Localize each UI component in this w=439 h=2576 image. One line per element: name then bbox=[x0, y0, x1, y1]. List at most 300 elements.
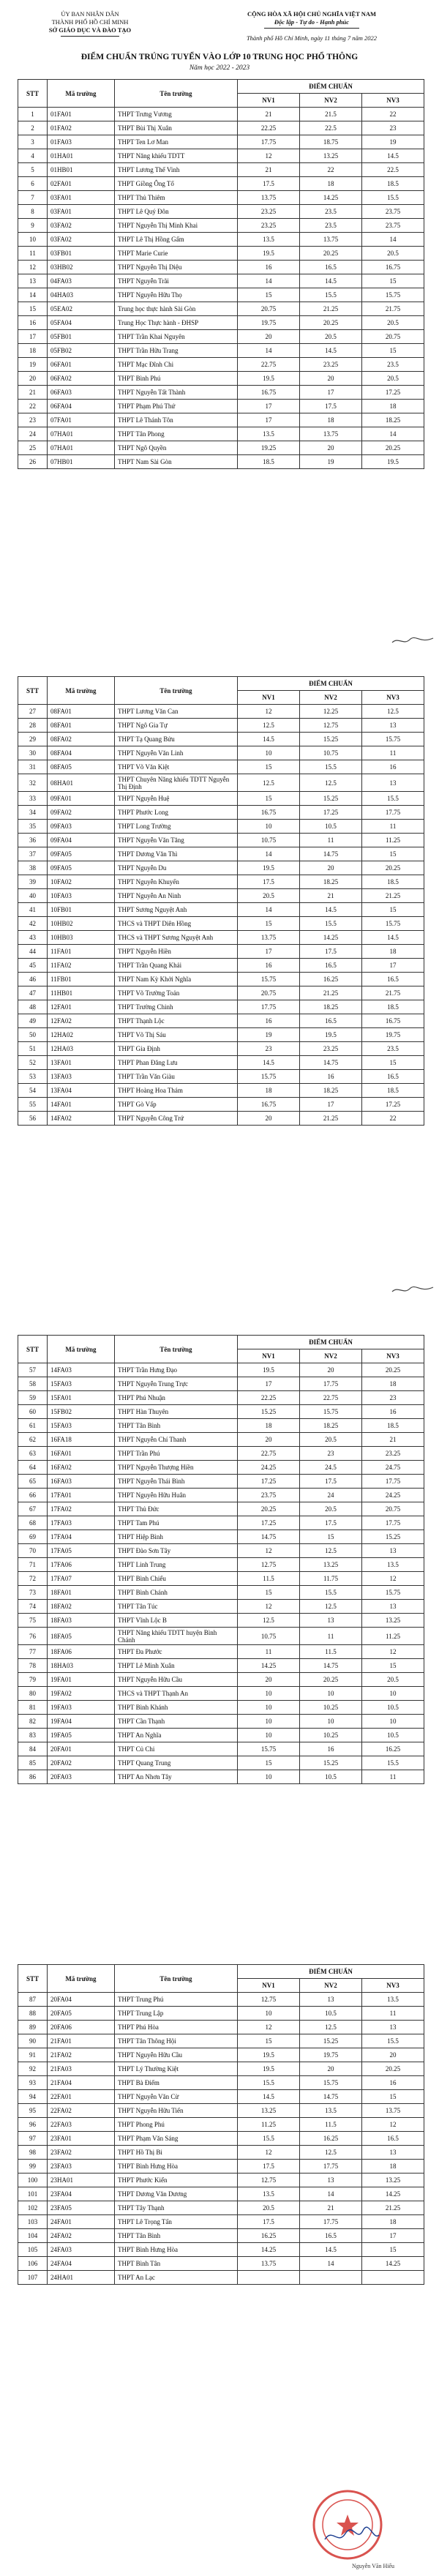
motto-line-1: CỘNG HÒA XÃ HỘI CHỦ NGHĨA VIỆT NAM bbox=[247, 10, 377, 18]
school-code-cell: 06FA02 bbox=[48, 372, 115, 386]
nv1-score-cell: 13.75 bbox=[238, 931, 300, 945]
stt-cell: 79 bbox=[18, 1673, 48, 1687]
school-code-cell: 17FA05 bbox=[48, 1544, 115, 1558]
nv3-score-cell: 20.75 bbox=[362, 1502, 424, 1516]
school-code-cell: 08FA01 bbox=[48, 719, 115, 733]
nv3-score-cell: 18 bbox=[362, 400, 424, 413]
nv2-score-cell: 20 bbox=[300, 861, 362, 875]
table-row bbox=[18, 719, 424, 733]
nv2-score-cell: 13.5 bbox=[300, 2104, 362, 2118]
school-code-cell: 05FB01 bbox=[48, 330, 115, 344]
nv2-score-cell: 20 bbox=[300, 1363, 362, 1377]
stt-cell: 21 bbox=[18, 386, 48, 400]
handwritten-mark bbox=[391, 635, 435, 647]
school-name-cell: THPT Nam Kỳ Khởi Nghĩa bbox=[115, 973, 238, 986]
school-code-cell: 15FB02 bbox=[48, 1405, 115, 1419]
nv1-score-cell: 15.5 bbox=[238, 2132, 300, 2146]
school-name-cell: THPT Giồng Ông Tố bbox=[115, 177, 238, 191]
school-name-cell: THPT Hàn Thuyên bbox=[115, 1405, 238, 1419]
table-row bbox=[18, 1433, 424, 1447]
school-name-cell: THPT Bùi Thị Xuân bbox=[115, 121, 238, 135]
stt-cell: 6 bbox=[18, 177, 48, 191]
nv1-score-cell: 18.5 bbox=[238, 455, 300, 469]
table-row bbox=[18, 986, 424, 1000]
stt-cell: 35 bbox=[18, 820, 48, 834]
nv1-score-cell: 22.75 bbox=[238, 358, 300, 372]
nv3-score-cell: 16.75 bbox=[362, 261, 424, 274]
nv2-score-cell: 19.5 bbox=[300, 1028, 362, 1042]
nv1-score-cell: 23.25 bbox=[238, 205, 300, 219]
nv1-score-cell: 11.5 bbox=[238, 1572, 300, 1586]
stt-cell: 90 bbox=[18, 2034, 48, 2048]
school-code-cell: 22FA01 bbox=[48, 2090, 115, 2104]
nv3-score-cell: 22 bbox=[362, 108, 424, 121]
nv1-score-cell: 10 bbox=[238, 1687, 300, 1701]
nv3-score-cell: 22.5 bbox=[362, 163, 424, 177]
nv1-score-cell: 14.25 bbox=[238, 1659, 300, 1673]
nv1-score-cell: 16 bbox=[238, 261, 300, 274]
table-row bbox=[18, 2048, 424, 2062]
nv3-score-cell: 20.25 bbox=[362, 1363, 424, 1377]
table-row bbox=[18, 2201, 424, 2215]
table-row bbox=[18, 1715, 424, 1729]
school-name-cell: THPT Đào Sơn Tây bbox=[115, 1544, 238, 1558]
table-row bbox=[18, 316, 424, 330]
school-code-cell: 14FA03 bbox=[48, 1363, 115, 1377]
stt-cell: 24 bbox=[18, 427, 48, 441]
stt-cell: 98 bbox=[18, 2146, 48, 2160]
nv2-score-cell: 20.5 bbox=[300, 1433, 362, 1447]
school-code-cell: 11FA02 bbox=[48, 959, 115, 973]
stt-cell: 29 bbox=[18, 733, 48, 746]
nv2-score-cell: 17.5 bbox=[300, 1475, 362, 1489]
school-name-cell: THPT Nam Sài Gòn bbox=[115, 455, 238, 469]
nv2-score-cell: 13.75 bbox=[300, 427, 362, 441]
nv3-score-cell: 12 bbox=[362, 1572, 424, 1586]
issue-date: Thành phố Hồ Chí Minh, ngày 11 tháng 7 năm 2022 bbox=[246, 34, 378, 42]
school-code-cell: 18FA06 bbox=[48, 1645, 115, 1659]
page-1 bbox=[0, 0, 439, 659]
school-code-cell: 24FA04 bbox=[48, 2257, 115, 2271]
table-row bbox=[18, 774, 424, 792]
nv1-score-cell: 22.25 bbox=[238, 1391, 300, 1405]
nv2-score-cell: 19 bbox=[300, 455, 362, 469]
school-name-cell: THPT Dương Văn Thì bbox=[115, 847, 238, 861]
school-code-cell: 09FA04 bbox=[48, 834, 115, 847]
school-name-cell: THPT Nguyễn Trung Trực bbox=[115, 1377, 238, 1391]
school-name-cell: THPT Tạ Quang Bửu bbox=[115, 733, 238, 746]
column-header-nv2: NV2 bbox=[300, 94, 362, 108]
nv2-score-cell: 24.5 bbox=[300, 1461, 362, 1475]
stt-cell: 92 bbox=[18, 2062, 48, 2076]
nv2-score-cell: 10.5 bbox=[300, 1770, 362, 1784]
nv3-score-cell: 20.5 bbox=[362, 372, 424, 386]
nv1-score-cell: 21 bbox=[238, 108, 300, 121]
stt-cell: 89 bbox=[18, 2021, 48, 2034]
table-row bbox=[18, 1489, 424, 1502]
table-row bbox=[18, 1742, 424, 1756]
school-name-cell: THPT Thủ Đức bbox=[115, 1502, 238, 1516]
school-code-cell: 06FA03 bbox=[48, 386, 115, 400]
table-row bbox=[18, 288, 424, 302]
table-row bbox=[18, 219, 424, 233]
nv1-score-cell: 20.75 bbox=[238, 986, 300, 1000]
nv3-score-cell: 23.5 bbox=[362, 1042, 424, 1056]
nv2-score-cell: 21.5 bbox=[300, 108, 362, 121]
nv2-score-cell: 15.25 bbox=[300, 2034, 362, 2048]
stt-cell: 22 bbox=[18, 400, 48, 413]
stt-cell: 99 bbox=[18, 2160, 48, 2174]
nv2-score-cell: 17.5 bbox=[300, 1516, 362, 1530]
stt-cell: 106 bbox=[18, 2257, 48, 2271]
school-code-cell: 22FA03 bbox=[48, 2118, 115, 2132]
nv1-score-cell: 16 bbox=[238, 959, 300, 973]
school-code-cell: 20FA02 bbox=[48, 1756, 115, 1770]
score-table-2 bbox=[18, 676, 424, 1126]
school-name-cell: THPT Nguyễn An Ninh bbox=[115, 889, 238, 903]
school-code-cell: 14FA02 bbox=[48, 1112, 115, 1126]
nv3-score-cell: 14.5 bbox=[362, 931, 424, 945]
handwritten-mark bbox=[391, 1284, 435, 1296]
school-code-cell: 12FA02 bbox=[48, 1014, 115, 1028]
column-header-school-code: Mã trường bbox=[48, 1336, 115, 1363]
nv3-score-cell: 20.75 bbox=[362, 330, 424, 344]
table-row bbox=[18, 1070, 424, 1084]
school-code-cell: 08FA01 bbox=[48, 705, 115, 719]
stt-cell: 83 bbox=[18, 1729, 48, 1742]
table-row bbox=[18, 2215, 424, 2229]
school-code-cell: 23FA01 bbox=[48, 2132, 115, 2146]
nv3-score-cell: 23.5 bbox=[362, 358, 424, 372]
nv3-score-cell: 12 bbox=[362, 1645, 424, 1659]
nv2-score-cell: 14.25 bbox=[300, 191, 362, 205]
table-row bbox=[18, 2257, 424, 2271]
column-header-stt: STT bbox=[18, 80, 48, 108]
column-header-school-code: Mã trường bbox=[48, 80, 115, 108]
table-row bbox=[18, 2021, 424, 2034]
stt-cell: 75 bbox=[18, 1614, 48, 1628]
nv1-score-cell: 12.75 bbox=[238, 1558, 300, 1572]
nv1-score-cell: 11 bbox=[238, 1645, 300, 1659]
nv1-score-cell: 15.25 bbox=[238, 1405, 300, 1419]
table-row bbox=[18, 1530, 424, 1544]
column-header-nv1: NV1 bbox=[238, 94, 300, 108]
nv1-score-cell: 20.5 bbox=[238, 2201, 300, 2215]
school-code-cell: 10HB03 bbox=[48, 931, 115, 945]
nv1-score-cell: 12.5 bbox=[238, 719, 300, 733]
school-code-cell: 03FB01 bbox=[48, 247, 115, 261]
stt-cell: 44 bbox=[18, 945, 48, 959]
nv2-score-cell: 14.75 bbox=[300, 1056, 362, 1070]
school-code-cell: 09FA03 bbox=[48, 820, 115, 834]
nv1-score-cell: 10 bbox=[238, 1701, 300, 1715]
nv2-score-cell: 12.5 bbox=[300, 2146, 362, 2160]
school-code-cell: 01FA02 bbox=[48, 121, 115, 135]
school-name-cell: THPT Trần Khai Nguyên bbox=[115, 330, 238, 344]
stt-cell: 94 bbox=[18, 2090, 48, 2104]
stt-cell: 88 bbox=[18, 2007, 48, 2021]
nv3-score-cell: 15.75 bbox=[362, 1586, 424, 1600]
stt-cell: 52 bbox=[18, 1056, 48, 1070]
school-code-cell: 22FA02 bbox=[48, 2104, 115, 2118]
table-row bbox=[18, 1084, 424, 1098]
nv3-score-cell: 15.75 bbox=[362, 288, 424, 302]
school-name-cell: THPT Quang Trung bbox=[115, 1756, 238, 1770]
nv2-score-cell: 23.5 bbox=[300, 219, 362, 233]
school-name-cell: THCS và THPT Thạnh An bbox=[115, 1687, 238, 1701]
stt-cell: 33 bbox=[18, 792, 48, 806]
nv3-score-cell: 18.5 bbox=[362, 1000, 424, 1014]
school-name-cell: THPT Nguyễn Thị Minh Khai bbox=[115, 219, 238, 233]
stt-cell: 1 bbox=[18, 108, 48, 121]
school-code-cell: 09FA05 bbox=[48, 847, 115, 861]
school-name-cell: THPT Trần Quang Khải bbox=[115, 959, 238, 973]
nv3-score-cell: 16 bbox=[362, 760, 424, 774]
nv3-score-cell: 21.25 bbox=[362, 889, 424, 903]
nv2-score-cell: 17.5 bbox=[300, 945, 362, 959]
table-row bbox=[18, 2160, 424, 2174]
school-code-cell: 20FA06 bbox=[48, 2021, 115, 2034]
school-name-cell: THPT Sương Nguyệt Anh bbox=[115, 903, 238, 917]
stt-cell: 19 bbox=[18, 358, 48, 372]
nv2-score-cell: 13 bbox=[300, 1614, 362, 1628]
column-header-nv2: NV2 bbox=[300, 1349, 362, 1363]
school-name-cell: THPT Phú Hòa bbox=[115, 2021, 238, 2034]
nv3-score-cell: 20.5 bbox=[362, 247, 424, 261]
school-name-cell: THPT Tam Phú bbox=[115, 1516, 238, 1530]
table-row bbox=[18, 2076, 424, 2090]
nv1-score-cell: 17 bbox=[238, 413, 300, 427]
nv1-score-cell: 20 bbox=[238, 330, 300, 344]
nv2-score-cell: 15.5 bbox=[300, 917, 362, 931]
nv3-score-cell: 15 bbox=[362, 2090, 424, 2104]
stt-cell: 68 bbox=[18, 1516, 48, 1530]
nv2-score-cell: 17.25 bbox=[300, 806, 362, 820]
school-code-cell: 23FA04 bbox=[48, 2187, 115, 2201]
nv2-score-cell: 23.25 bbox=[300, 358, 362, 372]
nv3-score-cell: 21.75 bbox=[362, 302, 424, 316]
school-code-cell: 21FA03 bbox=[48, 2062, 115, 2076]
nv3-score-cell: 23.75 bbox=[362, 205, 424, 219]
nv1-score-cell: 20 bbox=[238, 1433, 300, 1447]
table-row bbox=[18, 1572, 424, 1586]
nv3-score-cell: 16.25 bbox=[362, 1742, 424, 1756]
nv2-score-cell: 20.25 bbox=[300, 1673, 362, 1687]
nv2-score-cell: 17 bbox=[300, 1098, 362, 1112]
table-row bbox=[18, 135, 424, 149]
table-row bbox=[18, 2132, 424, 2146]
stt-cell: 47 bbox=[18, 986, 48, 1000]
nv1-score-cell: 10 bbox=[238, 1770, 300, 1784]
school-code-cell: 10FA02 bbox=[48, 875, 115, 889]
nv1-score-cell: 15 bbox=[238, 917, 300, 931]
nv1-score-cell: 16.25 bbox=[238, 2229, 300, 2243]
nv2-score-cell: 12.5 bbox=[300, 2021, 362, 2034]
stt-cell: 59 bbox=[18, 1391, 48, 1405]
table-row bbox=[18, 2187, 424, 2201]
stt-cell: 105 bbox=[18, 2243, 48, 2257]
nv3-score-cell: 15 bbox=[362, 847, 424, 861]
school-name-cell: THPT Nguyễn Trãi bbox=[115, 274, 238, 288]
nv2-score-cell: 21 bbox=[300, 889, 362, 903]
school-code-cell: 10HB02 bbox=[48, 917, 115, 931]
national-motto bbox=[195, 10, 429, 42]
nv3-score-cell: 15.5 bbox=[362, 191, 424, 205]
nv2-score-cell: 13.25 bbox=[300, 149, 362, 163]
nv1-score-cell: 19.5 bbox=[238, 372, 300, 386]
nv1-score-cell: 14 bbox=[238, 274, 300, 288]
nv3-score-cell: 23 bbox=[362, 121, 424, 135]
table-row bbox=[18, 121, 424, 135]
school-name-cell: THPT Võ Văn Kiệt bbox=[115, 760, 238, 774]
nv3-score-cell: 12 bbox=[362, 2118, 424, 2132]
table-row bbox=[18, 959, 424, 973]
stt-cell: 74 bbox=[18, 1600, 48, 1614]
nv1-score-cell: 14.5 bbox=[238, 733, 300, 746]
nv2-score-cell: 20 bbox=[300, 372, 362, 386]
school-code-cell: 24HA01 bbox=[48, 2271, 115, 2285]
school-code-cell: 06FA01 bbox=[48, 358, 115, 372]
stt-cell: 102 bbox=[18, 2201, 48, 2215]
nv2-score-cell: 11 bbox=[300, 1628, 362, 1645]
nv1-score-cell: 24.25 bbox=[238, 1461, 300, 1475]
nv1-score-cell: 14.5 bbox=[238, 2090, 300, 2104]
school-name-cell: THPT Nguyễn Văn Linh bbox=[115, 746, 238, 760]
nv2-score-cell: 17.5 bbox=[300, 400, 362, 413]
nv3-score-cell: 18 bbox=[362, 2160, 424, 2174]
school-name-cell: THPT An Nghĩa bbox=[115, 1729, 238, 1742]
table-row bbox=[18, 163, 424, 177]
table-row bbox=[18, 1028, 424, 1042]
school-code-cell: 24FA03 bbox=[48, 2243, 115, 2257]
stt-cell: 62 bbox=[18, 1433, 48, 1447]
nv2-score-cell: 18.25 bbox=[300, 1000, 362, 1014]
nv1-score-cell: 12.75 bbox=[238, 1993, 300, 2007]
table-row bbox=[18, 358, 424, 372]
school-code-cell: 24FA02 bbox=[48, 2229, 115, 2243]
school-name-cell: THPT Phạm Phú Thứ bbox=[115, 400, 238, 413]
school-code-cell: 17FA04 bbox=[48, 1530, 115, 1544]
nv3-score-cell: 21.25 bbox=[362, 2201, 424, 2215]
stt-cell: 63 bbox=[18, 1447, 48, 1461]
table-row bbox=[18, 903, 424, 917]
nv3-score-cell: 24.75 bbox=[362, 1461, 424, 1475]
school-code-cell: 23FA02 bbox=[48, 2146, 115, 2160]
nv1-score-cell: 10 bbox=[238, 820, 300, 834]
nv3-score-cell: 12.5 bbox=[362, 705, 424, 719]
stt-cell: 70 bbox=[18, 1544, 48, 1558]
school-name-cell: THPT Nguyễn Công Trứ bbox=[115, 1112, 238, 1126]
table-row bbox=[18, 205, 424, 219]
stt-cell: 104 bbox=[18, 2229, 48, 2243]
nv1-score-cell: 17 bbox=[238, 400, 300, 413]
nv1-score-cell: 17.75 bbox=[238, 1000, 300, 1014]
nv3-score-cell: 15.75 bbox=[362, 917, 424, 931]
stt-cell: 93 bbox=[18, 2076, 48, 2090]
school-code-cell: 04HA03 bbox=[48, 288, 115, 302]
school-code-cell: 07HB01 bbox=[48, 455, 115, 469]
issuing-authority bbox=[13, 10, 167, 37]
school-name-cell: THPT Hoàng Hoa Thám bbox=[115, 1084, 238, 1098]
nv3-score-cell: 20 bbox=[362, 2048, 424, 2062]
nv3-score-cell: 16.5 bbox=[362, 1070, 424, 1084]
nv3-score-cell: 11 bbox=[362, 746, 424, 760]
table-row bbox=[18, 1645, 424, 1659]
table-row bbox=[18, 261, 424, 274]
table-row bbox=[18, 1461, 424, 1475]
table-row bbox=[18, 2062, 424, 2076]
school-code-cell: 11FB01 bbox=[48, 973, 115, 986]
column-header-cutoff-score: ĐIỂM CHUẨN bbox=[238, 1336, 424, 1349]
school-code-cell: 10FA03 bbox=[48, 889, 115, 903]
nv1-score-cell: 12 bbox=[238, 705, 300, 719]
nv1-score-cell bbox=[238, 2271, 300, 2285]
nv1-score-cell: 14 bbox=[238, 903, 300, 917]
nv2-score-cell: 23.5 bbox=[300, 205, 362, 219]
nv1-score-cell: 10 bbox=[238, 1715, 300, 1729]
table-row bbox=[18, 1756, 424, 1770]
table-row bbox=[18, 889, 424, 903]
table-row bbox=[18, 1014, 424, 1028]
stt-cell: 64 bbox=[18, 1461, 48, 1475]
school-name-cell: THPT Nguyễn Huệ bbox=[115, 792, 238, 806]
nv2-score-cell: 14 bbox=[300, 2257, 362, 2271]
nv1-score-cell: 17.25 bbox=[238, 1475, 300, 1489]
school-code-cell: 18FA03 bbox=[48, 1614, 115, 1628]
table-row bbox=[18, 1447, 424, 1461]
stt-cell: 77 bbox=[18, 1645, 48, 1659]
nv1-score-cell: 10 bbox=[238, 746, 300, 760]
school-code-cell: 08HA01 bbox=[48, 774, 115, 792]
nv2-score-cell: 20 bbox=[300, 2062, 362, 2076]
nv2-score-cell: 13 bbox=[300, 2174, 362, 2187]
nv1-score-cell: 20 bbox=[238, 1673, 300, 1687]
column-header-stt: STT bbox=[18, 677, 48, 705]
stt-cell: 4 bbox=[18, 149, 48, 163]
school-name-cell: THCS và THPT Diên Hồng bbox=[115, 917, 238, 931]
nv1-score-cell: 19.5 bbox=[238, 247, 300, 261]
nv1-score-cell: 15.5 bbox=[238, 2076, 300, 2090]
nv3-score-cell: 18.5 bbox=[362, 1419, 424, 1433]
nv1-score-cell: 18 bbox=[238, 1419, 300, 1433]
school-code-cell: 03FA02 bbox=[48, 233, 115, 247]
school-name-cell: THPT Nguyễn Thị Diệu bbox=[115, 261, 238, 274]
school-name-cell: THPT Trung Lập bbox=[115, 2007, 238, 2021]
nv2-score-cell: 10 bbox=[300, 1687, 362, 1701]
nv1-score-cell: 10 bbox=[238, 1729, 300, 1742]
nv2-score-cell: 15.25 bbox=[300, 1756, 362, 1770]
school-code-cell: 23HA01 bbox=[48, 2174, 115, 2187]
school-name-cell: THPT Nguyễn Chí Thanh bbox=[115, 1433, 238, 1447]
nv3-score-cell: 16 bbox=[362, 2076, 424, 2090]
nv2-score-cell: 17.75 bbox=[300, 2215, 362, 2229]
nv1-score-cell: 13.75 bbox=[238, 2257, 300, 2271]
nv2-score-cell: 18 bbox=[300, 413, 362, 427]
table-row bbox=[18, 1516, 424, 1530]
table-row bbox=[18, 1614, 424, 1628]
authority-line-2: THÀNH PHỐ HỒ CHÍ MINH bbox=[51, 18, 129, 26]
nv1-score-cell: 20.25 bbox=[238, 1502, 300, 1516]
table-row bbox=[18, 931, 424, 945]
table-row bbox=[18, 945, 424, 959]
table-row bbox=[18, 973, 424, 986]
nv3-score-cell: 13 bbox=[362, 1544, 424, 1558]
nv3-score-cell: 13 bbox=[362, 2146, 424, 2160]
column-header-school-code: Mã trường bbox=[48, 1965, 115, 1993]
school-code-cell: 14FA01 bbox=[48, 1098, 115, 1112]
school-name-cell: THPT Lý Thường Kiệt bbox=[115, 2062, 238, 2076]
nv2-score-cell: 22.75 bbox=[300, 1391, 362, 1405]
